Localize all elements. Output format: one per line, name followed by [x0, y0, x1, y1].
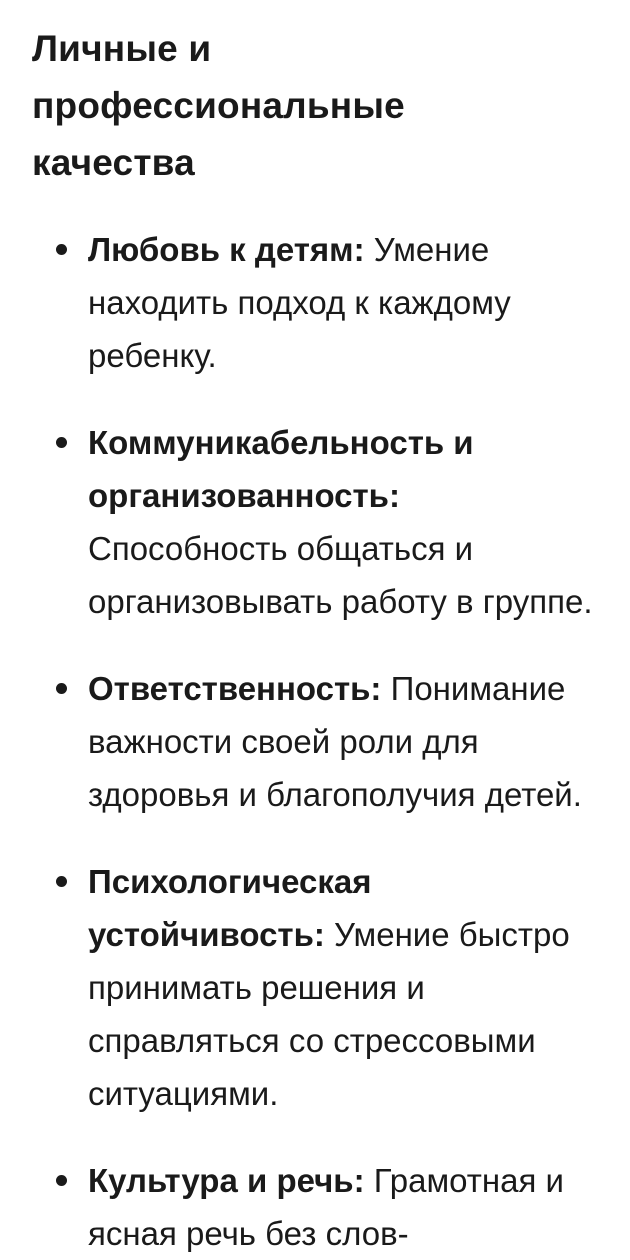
item-description: Умение находить подход к каждому ребенку.	[88, 231, 511, 374]
item-description: Понимание важности своей роли для здоровья и благополучия детей.	[88, 670, 582, 813]
bullet-icon	[56, 876, 67, 887]
item-description: Способность общаться и организовывать работу в группе.	[88, 530, 593, 620]
section-heading: Личные и профессиональные качества	[32, 28, 405, 183]
bullet-icon	[56, 244, 67, 255]
item-description: Грамотная и ясная речь без слов-	[88, 1162, 564, 1252]
list-item	[32, 223, 600, 382]
qualities-list	[32, 223, 600, 1260]
bullet-icon	[56, 437, 67, 448]
item-term: Психологическая устойчивость:	[88, 863, 372, 953]
list-item	[32, 855, 600, 1120]
list-item	[32, 416, 600, 628]
item-description: Умение быстро принимать решения и справляться со стрессовыми ситуациями.	[88, 916, 570, 1112]
item-term: Культура и речь:	[88, 1162, 365, 1199]
list-item	[32, 662, 600, 821]
item-term: Любовь к детям:	[88, 231, 365, 268]
bullet-icon	[56, 683, 67, 694]
bullet-icon	[56, 1175, 67, 1186]
item-term: Коммуникабельность и организованность:	[88, 424, 474, 514]
list-item	[32, 1154, 600, 1260]
item-term: Ответственность:	[88, 670, 382, 707]
